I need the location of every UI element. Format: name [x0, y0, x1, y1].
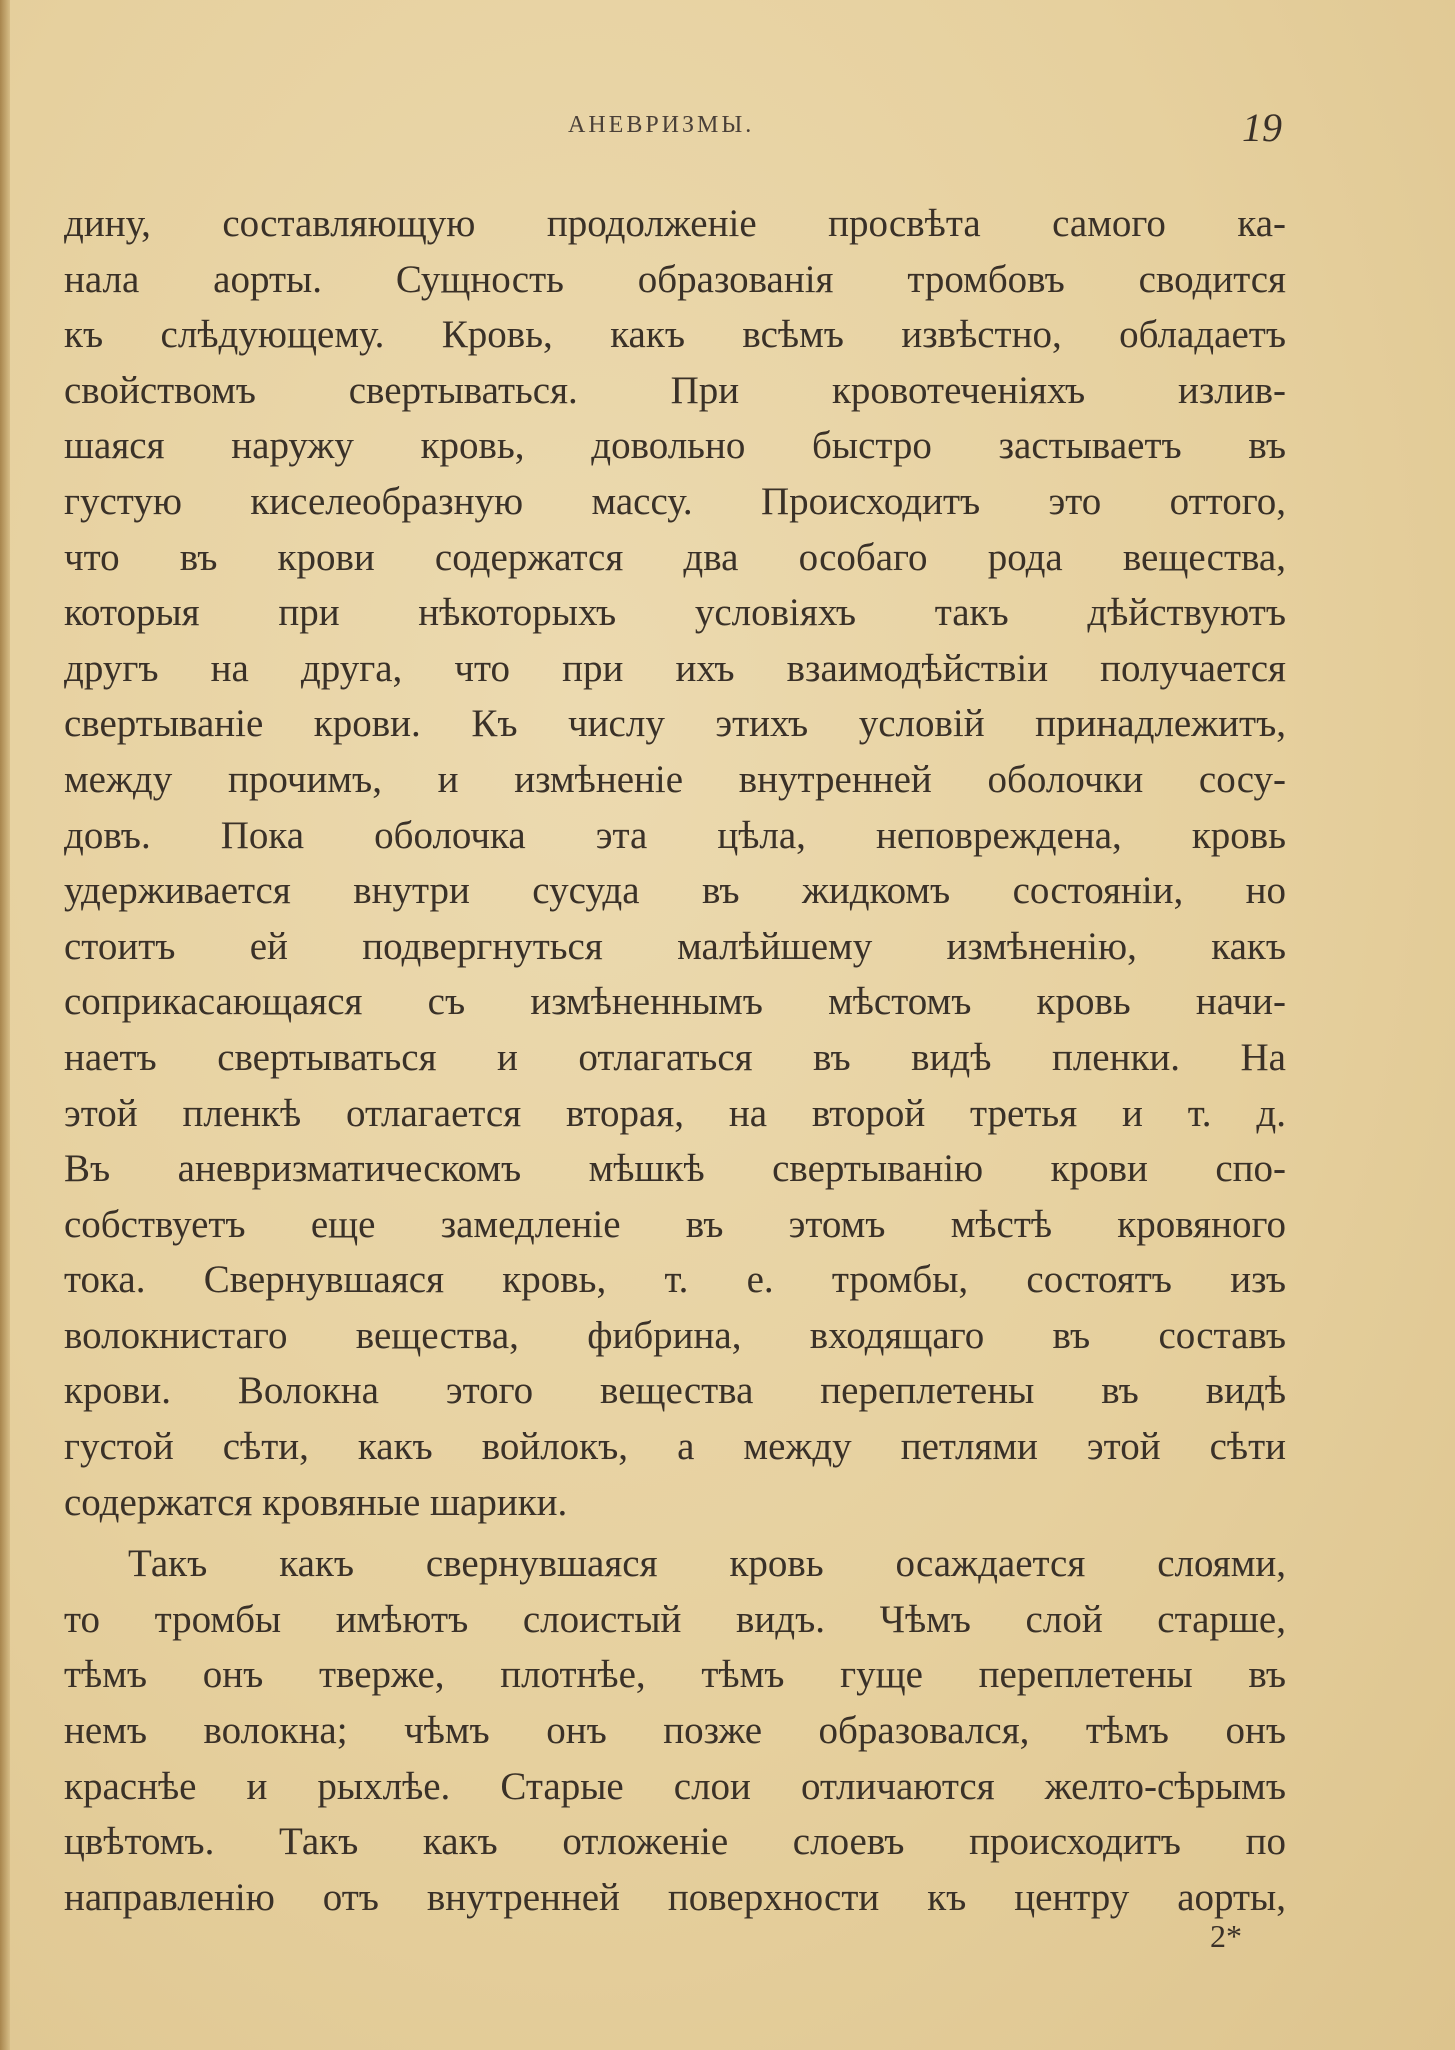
text-line: содержатся кровяные шарики. [64, 1480, 568, 1524]
text-line: густую киселеобразную массу. Происходитъ это оттого, [64, 479, 1286, 523]
page-header [0, 104, 1455, 150]
text-line: то тромбы имѣютъ слоистый видъ. Чѣмъ слой старше, [64, 1597, 1286, 1641]
signature-mark: 2* [1210, 1918, 1242, 1954]
text-line: этой пленкѣ отлагается вторая, на второй третья и т. д. [64, 1091, 1286, 1135]
text-line: собствуетъ еще замедленіе въ этомъ мѣстѣ кровяного [64, 1202, 1286, 1246]
text-line: къ слѣдующему. Кровь, какъ всѣмъ извѣстно, обладаетъ [64, 313, 1286, 357]
text-line: густой сѣти, какъ войлокъ, а между петлями этой сѣти [64, 1425, 1286, 1469]
text-line: дину, составляющую продолженіе просвѣта самого ка- [64, 202, 1286, 245]
text-line: довъ. Пока оболочка эта цѣла, неповреждена, кровь [64, 813, 1286, 857]
text-line: тока. Свернувшаяся кровь, т. е. тромбы, состоятъ изъ [64, 1258, 1286, 1302]
text-line: направленію отъ внутренней поверхности къ центру аорты, [64, 1875, 1286, 1919]
text-line: крови. Волокна этого вещества переплетены въ видѣ [64, 1369, 1286, 1413]
text-line: шаяся наружу кровь, довольно быстро застываетъ въ [64, 424, 1286, 468]
text-line: стоитъ ей подвергнуться малѣйшему измѣненію, какъ [64, 924, 1286, 968]
text-line: наетъ свертываться и отлагаться въ видѣ пленки. На [64, 1035, 1286, 1079]
text-line: волокнистаго вещества, фибрина, входящаго въ составъ [64, 1313, 1286, 1357]
text-line: удерживается внутри сусуда въ жидкомъ состояніи, но [64, 869, 1286, 913]
running-head: АНЕВРИЗМЫ. [568, 112, 755, 138]
page-spine-edge [0, 0, 10, 2050]
text-line: немъ волокна; чѣмъ онъ позже образовался, тѣмъ онъ [64, 1709, 1286, 1753]
page-number: 19 [1242, 105, 1282, 150]
text-line: между прочимъ, и измѣненіе внутренней оболочки сосу- [64, 757, 1286, 801]
text-line: что въ крови содержатся два особаго рода вещества, [64, 535, 1286, 579]
paragraph [64, 196, 1286, 1530]
body-text [64, 196, 1286, 1925]
text-line: нала аорты. Сущность образованія тромбовъ сводится [64, 257, 1286, 301]
text-line: соприкасающаяся съ измѣненнымъ мѣстомъ кровь начи- [64, 980, 1286, 1024]
text-line: Въ аневризматическомъ мѣшкѣ свертыванію крови спо- [64, 1147, 1286, 1191]
paragraph [64, 1536, 1286, 1925]
text-line: свойствомъ свертываться. При кровотеченіяхъ излив- [64, 368, 1286, 412]
text-line: цвѣтомъ. Такъ какъ отложеніе слоевъ происходитъ по [64, 1820, 1286, 1864]
text-line: другъ на друга, что при ихъ взаимодѣйствіи получается [64, 646, 1286, 690]
text-line: Такъ какъ свернувшаяся кровь осаждается слоями, [128, 1542, 1286, 1586]
text-line: свертываніе крови. Къ числу этихъ условій принадлежитъ, [64, 702, 1286, 746]
text-line: тѣмъ онъ тверже, плотнѣе, тѣмъ гуще переплетены въ [64, 1653, 1286, 1697]
text-line: которыя при нѣкоторыхъ условіяхъ такъ дѣйствуютъ [64, 591, 1286, 635]
text-line: краснѣе и рыхлѣе. Старые слои отличаются желто-сѣрымъ [64, 1764, 1286, 1808]
